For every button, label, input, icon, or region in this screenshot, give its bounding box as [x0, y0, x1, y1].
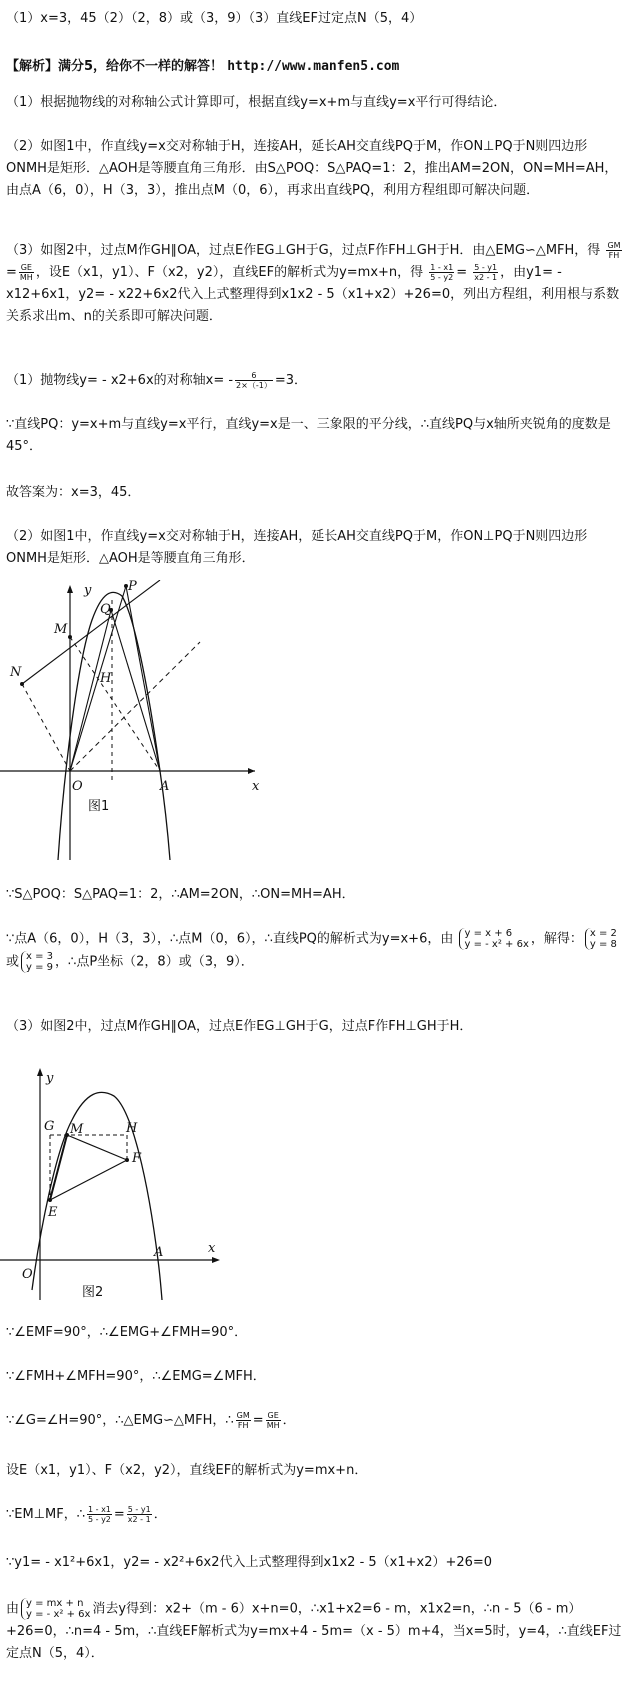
analysis-text-1: （1）根据抛物线的对称轴公式计算即可，根据直线y=x+m与直线y=x平行可得结论．	[6, 95, 507, 110]
solution-system-2: x = 3 y = 9	[21, 951, 53, 973]
label-h: H	[126, 1121, 138, 1136]
equation-system: y = mx + n y = - x² + 6x	[21, 1598, 90, 1620]
analysis-text-3: （3）如图2中，过点M作GH∥OA，过点E作EG⊥GH于G，过点F作FH⊥GH于H．由△EMG∽△MFH，得 $\frac{GM}{FH}$ = $\frac{GE}{MH}$ ，设E（x1，y1）、F（x2，y2），直线EF的解析式为y=mx+n，得 $\frac{1 - x1}{5 - y2}$ = $\frac{5 - y1}{x2 - 1}$ ，由y1= - x12+6x1，y2= - x22+6x2代入上式整理得到x1x2 - 5（x1+x2）+26=0，列出方程组，利用根与系数关系求出m、n的关系即可解决问题．	[6, 241, 621, 324]
label-a: A	[160, 779, 170, 794]
segment-am	[70, 637, 160, 771]
label-x: x	[252, 779, 260, 794]
label-o: O	[22, 1267, 33, 1282]
solution-s6: ∵点A（6，0），H（3，3），∴点M（0，6），∴直线PQ的解析式为y=x+6，由 y = x + 6 y = - x² + 6x ，解得： x = 2 y = 8 或 x = 3 y = 9 ，∴点P坐标（2，8）或（3，9）．	[6, 928, 617, 973]
solution-s1: （1）抛物线y= - x2+6x的对称轴x= - $\frac{6}{2\times(-1)}$ =3．	[6, 371, 307, 390]
solution-s5: ∵S△POQ：S△PAQ=1：2，∴AM=2ON，∴ON=MH=AH．	[6, 887, 355, 902]
figure-1	[0, 580, 270, 880]
analysis-p2	[6, 136, 624, 202]
point-n	[20, 682, 24, 686]
solution-system-1: x = 2 y = 8	[585, 928, 617, 950]
label-y: y	[46, 1071, 54, 1086]
x-axis-arrow	[212, 1257, 220, 1263]
fraction: $\frac{GM}{FH}$	[236, 1411, 250, 1430]
label-g: G	[44, 1119, 55, 1134]
y-axis-arrow	[67, 585, 73, 593]
label-y-axis: y	[84, 583, 92, 598]
answer-line: （1）x=3，45（2）（2，8）或（3，9）（3）直线EF过定点N（5，4）	[6, 11, 423, 26]
label-a: A	[154, 1245, 164, 1260]
solution-s3: 故答案为：x=3，45．	[6, 485, 141, 500]
fraction: $\frac{1 - x1}{5 - y2}$	[88, 1505, 111, 1524]
solution-s9: ∵∠FMH+∠MFH=90°，∴∠EMG=∠MFH．	[6, 1369, 266, 1384]
fraction: $\frac{5 - y1}{x2 - 1}$	[127, 1505, 151, 1524]
y-axis-arrow	[37, 1068, 43, 1076]
figure-2-caption: 图2	[82, 1285, 104, 1300]
solution-s13: ∵y1= - x1²+6x1，y2= - x2²+6x2代入上式整理得到x1x2 - 5（x1+x2）+26=0	[6, 1555, 493, 1570]
analysis-p1	[6, 92, 624, 114]
solution-s7: （3）如图2中，过点M作GH∥OA，过点E作EG⊥GH于G，过点F作FH⊥GH于H．	[6, 1019, 473, 1034]
label-f: F	[132, 1151, 142, 1166]
solution-s12: ∵EM⊥MF，∴ $\frac{1 - x1}{5 - y2}$ = $\frac{5 - y1}{x2 - 1}$ ．	[6, 1505, 167, 1524]
solution-s8: ∵∠EMF=90°，∴∠EMG+∠FMH=90°．	[6, 1325, 248, 1340]
figure-1-caption: 图1	[88, 799, 110, 814]
segment-em	[50, 1135, 67, 1200]
label-n: N	[10, 665, 22, 680]
label-h: H	[100, 671, 112, 686]
point-e	[48, 1198, 52, 1202]
label-m: M	[70, 1122, 84, 1137]
analysis-p3	[6, 240, 624, 328]
fraction: $\frac{1 - x1}{5 - y2}$	[430, 263, 454, 282]
parabola	[58, 592, 170, 860]
analysis-text-2: （2）如图1中，作直线y=x交对称轴于H，连接AH，延长AH交直线PQ于M，作ON⊥PQ于N则四边形ONMH是矩形．△AOH是等腰直角三角形．由S△POQ：S△PAQ=1：2，推出AM=2ON，ON=MH=AH，由点A（6，0），H（3，3），推出点M（0，6），再求出直线PQ，利用方程组即可解决问题．	[6, 139, 618, 198]
fraction: $\frac{GE}{MH}$	[266, 1411, 280, 1430]
segment-ap	[126, 586, 160, 771]
analysis-title: 【解析】满分5，给你不一样的解答！	[6, 59, 224, 74]
fraction: $\frac{GM}{FH}$	[607, 241, 621, 260]
fraction: $\frac{5 - y1}{x2 - 1}$	[474, 263, 498, 282]
x-axis-arrow	[248, 768, 255, 774]
solution-s11: 设E（x1，y1）、F（x2，y2），直线EF的解析式为y=mx+n．	[6, 1463, 368, 1478]
analysis-header	[6, 56, 624, 78]
point-m	[65, 1133, 69, 1137]
fraction: $\frac{GE}{MH}$	[19, 263, 33, 282]
label-p: P	[128, 580, 137, 594]
segment-on	[22, 684, 70, 771]
label-m: M	[54, 622, 68, 637]
figure-2	[0, 1060, 230, 1320]
fraction: $\frac{6}{2\times(-1)}$	[236, 371, 272, 390]
point-m	[68, 635, 72, 639]
solution-s4: （2）如图1中，作直线y=x交对称轴于H，连接AH，延长AH交直线PQ于M，作ON⊥PQ于N则四边形ONMH是矩形．△AOH是等腰直角三角形．	[6, 529, 588, 566]
label-x: x	[208, 1241, 216, 1256]
solution-s10: ∵∠G=∠H=90°，∴△EMG∽△MFH，∴ $\frac{GM}{FH}$ = $\frac{GE}{MH}$ ．	[6, 1411, 296, 1430]
segment-ef	[50, 1160, 127, 1200]
solution-s14: 由 y = mx + n y = - x² + 6x 消去y得到：x2+（m - 6）x+n=0，∴x1+x2=6 - m，x1x2=n，∴n - 5（6 - m）+26=0，∴n=4 - 5m，∴直线EF解析式为y=mx+4 - 5m=（x - 5）m+4，当x=5时，y=4，∴直线EF过定点N（5，4）．	[6, 1598, 622, 1661]
label-q: Q	[100, 602, 111, 617]
solution-s2: ∵直线PQ：y=x+m与直线y=x平行，直线y=x是一、三象限的平分线，∴直线PQ与x轴所夹锐角的度数是45°．	[6, 417, 611, 454]
point-f	[125, 1158, 129, 1162]
label-o: O	[72, 779, 83, 794]
label-e: E	[48, 1205, 58, 1220]
equation-system: y = x + 6 y = - x² + 6x	[459, 928, 528, 950]
source-url: http://www.manfen5.com	[227, 59, 400, 74]
segment-mf	[67, 1135, 127, 1160]
